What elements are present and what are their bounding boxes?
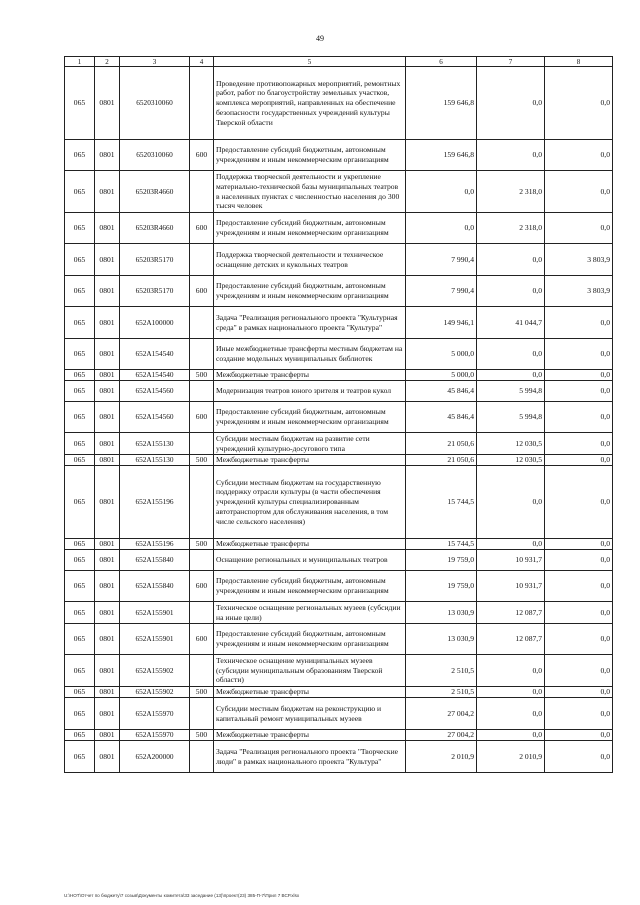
expense-type: 500 — [190, 455, 214, 466]
section-code: 0801 — [95, 67, 120, 140]
dept-code: 065 — [65, 171, 95, 213]
amount-2023: 0,0 — [545, 140, 613, 171]
item-description: Техническое оснащение региональных музеев (субсидии на иные цели) — [214, 602, 406, 624]
dept-code: 065 — [65, 571, 95, 602]
table-row — [65, 370, 613, 381]
table-row — [65, 140, 613, 171]
dept-code: 065 — [65, 140, 95, 171]
amount-2021: 45 846,4 — [406, 402, 477, 433]
dept-code: 065 — [65, 381, 95, 402]
amount-2023: 0,0 — [545, 370, 613, 381]
target-article: 652A155130 — [120, 455, 190, 466]
amount-2022: 0,0 — [477, 370, 545, 381]
amount-2021: 45 846,4 — [406, 381, 477, 402]
amount-2022: 12 030,5 — [477, 455, 545, 466]
item-description: Предоставление субсидий бюджетным, автономным учреждениям и иным некоммерческим организациям — [214, 402, 406, 433]
dept-code: 065 — [65, 370, 95, 381]
header-row — [65, 57, 613, 67]
table-row — [65, 602, 613, 624]
amount-2021: 2 010,9 — [406, 741, 477, 773]
table-row — [65, 550, 613, 571]
amount-2021: 0,0 — [406, 213, 477, 244]
target-article: 652A155901 — [120, 602, 190, 624]
expense-type — [190, 655, 214, 687]
expense-type: 500 — [190, 730, 214, 741]
item-description: Поддержка творческой деятельности и техническое оснащение детских и кукольных театров — [214, 244, 406, 276]
amount-2022: 2 010,9 — [477, 741, 545, 773]
target-article: 652A200000 — [120, 741, 190, 773]
item-description: Субсидии местным бюджетам на реконструкцию и капитальный ремонт муниципальных музеев — [214, 698, 406, 730]
budget-table — [64, 56, 613, 773]
item-description: Проведение противопожарных мероприятий, ремонтных работ, работ по благоустройству земельных участков, комплекса мероприятий, направленных на обеспечение безопасности государственных учреждений культуры Тверской области — [214, 67, 406, 140]
table-row — [65, 466, 613, 539]
amount-2022: 10 931,7 — [477, 550, 545, 571]
dept-code: 065 — [65, 602, 95, 624]
section-code: 0801 — [95, 602, 120, 624]
target-article: 652A154540 — [120, 339, 190, 370]
amount-2021: 15 744,5 — [406, 466, 477, 539]
amount-2021: 149 946,1 — [406, 307, 477, 339]
amount-2023: 0,0 — [545, 402, 613, 433]
section-code: 0801 — [95, 741, 120, 773]
dept-code: 065 — [65, 539, 95, 550]
table-row — [65, 307, 613, 339]
expense-type — [190, 381, 214, 402]
expense-type: 500 — [190, 539, 214, 550]
file-path-footer: U:\НОТ\Отчет по бюджету\7 созыв\Документы комитета\33 заседание (13)\проект(23) 385-П-7\Прил 7 ВСР.xlsx — [64, 893, 300, 898]
target-article: 652A155840 — [120, 550, 190, 571]
item-description: Задача "Реализация регионального проекта "Культурная среда" в рамках национального проекта "Культура" — [214, 307, 406, 339]
dept-code: 065 — [65, 730, 95, 741]
amount-2022: 0,0 — [477, 276, 545, 307]
item-description: Предоставление субсидий бюджетным, автономным учреждениям и иным некоммерческим организациям — [214, 140, 406, 171]
item-description: Модернизация театров юного зрителя и театров кукол — [214, 381, 406, 402]
page-number: 49 — [316, 34, 324, 43]
table-body — [65, 67, 613, 773]
amount-2022: 41 044,7 — [477, 307, 545, 339]
section-code: 0801 — [95, 244, 120, 276]
amount-2023: 0,0 — [545, 455, 613, 466]
amount-2022: 0,0 — [477, 67, 545, 140]
amount-2021: 13 030,9 — [406, 602, 477, 624]
target-article: 652A155902 — [120, 655, 190, 687]
amount-2021: 21 050,6 — [406, 455, 477, 466]
target-article: 652A155970 — [120, 698, 190, 730]
section-code: 0801 — [95, 730, 120, 741]
expense-type — [190, 466, 214, 539]
section-code: 0801 — [95, 171, 120, 213]
table-row — [65, 624, 613, 655]
item-description: Задача "Реализация регионального проекта "Творческие люди" в рамках национального проекта "Культура" — [214, 741, 406, 773]
target-article: 652A155902 — [120, 687, 190, 698]
amount-2021: 5 000,0 — [406, 370, 477, 381]
amount-2021: 15 744,5 — [406, 539, 477, 550]
amount-2022: 0,0 — [477, 730, 545, 741]
table-row — [65, 730, 613, 741]
section-code: 0801 — [95, 687, 120, 698]
amount-2022: 0,0 — [477, 140, 545, 171]
section-code: 0801 — [95, 433, 120, 455]
amount-2023: 0,0 — [545, 433, 613, 455]
section-code: 0801 — [95, 339, 120, 370]
amount-2021: 5 000,0 — [406, 339, 477, 370]
amount-2023: 0,0 — [545, 466, 613, 539]
table-row — [65, 741, 613, 773]
dept-code: 065 — [65, 466, 95, 539]
column-header: 1 — [65, 57, 95, 67]
table-row — [65, 687, 613, 698]
amount-2022: 12 087,7 — [477, 624, 545, 655]
item-description: Субсидии местным бюджетам на государственную поддержку отрасли культуры (в части обеспечения учреждений культуры специализированным автотранспортом для обслуживания населения, в том числе сельского населения) — [214, 466, 406, 539]
amount-2023: 0,0 — [545, 602, 613, 624]
amount-2021: 7 990,4 — [406, 244, 477, 276]
item-description: Оснащение региональных и муниципальных театров — [214, 550, 406, 571]
item-description: Межбюджетные трансферты — [214, 730, 406, 741]
expense-type: 600 — [190, 571, 214, 602]
expense-type — [190, 244, 214, 276]
expense-type — [190, 307, 214, 339]
target-article: 652A155196 — [120, 539, 190, 550]
amount-2021: 27 004,2 — [406, 730, 477, 741]
item-description: Субсидии местным бюджетам на развитие сети учреждений культурно-досугового типа — [214, 433, 406, 455]
amount-2022: 12 030,5 — [477, 433, 545, 455]
amount-2023: 0,0 — [545, 624, 613, 655]
section-code: 0801 — [95, 539, 120, 550]
table-row — [65, 698, 613, 730]
amount-2023: 0,0 — [545, 655, 613, 687]
amount-2021: 2 510,5 — [406, 687, 477, 698]
expense-type — [190, 698, 214, 730]
target-article: 652A154560 — [120, 381, 190, 402]
amount-2021: 13 030,9 — [406, 624, 477, 655]
section-code: 0801 — [95, 550, 120, 571]
section-code: 0801 — [95, 381, 120, 402]
amount-2023: 3 803,9 — [545, 244, 613, 276]
amount-2023: 0,0 — [545, 171, 613, 213]
target-article: 652A100000 — [120, 307, 190, 339]
column-header: 3 — [120, 57, 190, 67]
dept-code: 065 — [65, 624, 95, 655]
column-header: 4 — [190, 57, 214, 67]
amount-2022: 12 087,7 — [477, 602, 545, 624]
expense-type: 600 — [190, 402, 214, 433]
item-description: Межбюджетные трансферты — [214, 539, 406, 550]
amount-2023: 0,0 — [545, 741, 613, 773]
expense-type: 600 — [190, 213, 214, 244]
amount-2023: 0,0 — [545, 687, 613, 698]
dept-code: 065 — [65, 339, 95, 370]
amount-2023: 0,0 — [545, 539, 613, 550]
dept-code: 065 — [65, 455, 95, 466]
item-description: Межбюджетные трансферты — [214, 370, 406, 381]
section-code: 0801 — [95, 624, 120, 655]
expense-type: 600 — [190, 276, 214, 307]
dept-code: 065 — [65, 433, 95, 455]
dept-code: 065 — [65, 67, 95, 140]
item-description: Техническое оснащение муниципальных музеев (субсидии муниципальным образованиям Тверской области) — [214, 655, 406, 687]
amount-2022: 0,0 — [477, 244, 545, 276]
amount-2021: 2 510,5 — [406, 655, 477, 687]
target-article: 652A154540 — [120, 370, 190, 381]
target-article: 652A155196 — [120, 466, 190, 539]
table-row — [65, 381, 613, 402]
column-header: 5 — [214, 57, 406, 67]
item-description: Предоставление субсидий бюджетным, автономным учреждениям и иным некоммерческим организациям — [214, 213, 406, 244]
amount-2023: 3 803,9 — [545, 276, 613, 307]
column-header: 8 — [545, 57, 613, 67]
expense-type — [190, 741, 214, 773]
section-code: 0801 — [95, 466, 120, 539]
item-description: Поддержка творческой деятельности и укрепление материально-технической базы муниципальных театров в населенных пунктах с численностью населения до 300 тысяч человек — [214, 171, 406, 213]
target-article: 652A155901 — [120, 624, 190, 655]
column-header: 7 — [477, 57, 545, 67]
amount-2023: 0,0 — [545, 307, 613, 339]
table-row — [65, 67, 613, 140]
amount-2022: 0,0 — [477, 655, 545, 687]
table-row — [65, 171, 613, 213]
amount-2022: 2 318,0 — [477, 171, 545, 213]
item-description: Предоставление субсидий бюджетным, автономным учреждениям и иным некоммерческим организациям — [214, 571, 406, 602]
amount-2021: 159 646,8 — [406, 140, 477, 171]
dept-code: 065 — [65, 550, 95, 571]
amount-2021: 19 759,0 — [406, 550, 477, 571]
amount-2023: 0,0 — [545, 67, 613, 140]
target-article: 65203R5170 — [120, 276, 190, 307]
expense-type: 500 — [190, 370, 214, 381]
section-code: 0801 — [95, 402, 120, 433]
amount-2023: 0,0 — [545, 550, 613, 571]
section-code: 0801 — [95, 140, 120, 171]
expense-type: 600 — [190, 140, 214, 171]
amount-2022: 0,0 — [477, 339, 545, 370]
expense-type — [190, 67, 214, 140]
item-description: Иные межбюджетные трансферты местным бюджетам на создание модельных муниципальных библиотек — [214, 339, 406, 370]
table-row — [65, 571, 613, 602]
section-code: 0801 — [95, 698, 120, 730]
expense-type — [190, 550, 214, 571]
item-description: Межбюджетные трансферты — [214, 455, 406, 466]
amount-2021: 7 990,4 — [406, 276, 477, 307]
amount-2022: 5 994,8 — [477, 381, 545, 402]
target-article: 65203R4660 — [120, 171, 190, 213]
amount-2021: 19 759,0 — [406, 571, 477, 602]
item-description: Межбюджетные трансферты — [214, 687, 406, 698]
amount-2021: 21 050,6 — [406, 433, 477, 455]
target-article: 652A155970 — [120, 730, 190, 741]
column-header: 2 — [95, 57, 120, 67]
amount-2023: 0,0 — [545, 213, 613, 244]
table-row — [65, 276, 613, 307]
dept-code: 065 — [65, 687, 95, 698]
section-code: 0801 — [95, 276, 120, 307]
section-code: 0801 — [95, 655, 120, 687]
table-row — [65, 244, 613, 276]
target-article: 6520310060 — [120, 140, 190, 171]
amount-2021: 27 004,2 — [406, 698, 477, 730]
target-article: 6520310060 — [120, 67, 190, 140]
section-code: 0801 — [95, 213, 120, 244]
section-code: 0801 — [95, 370, 120, 381]
target-article: 652A155130 — [120, 433, 190, 455]
amount-2022: 0,0 — [477, 687, 545, 698]
expense-type — [190, 433, 214, 455]
amount-2022: 0,0 — [477, 539, 545, 550]
amount-2023: 0,0 — [545, 698, 613, 730]
amount-2022: 0,0 — [477, 698, 545, 730]
dept-code: 065 — [65, 741, 95, 773]
section-code: 0801 — [95, 307, 120, 339]
target-article: 65203R4660 — [120, 213, 190, 244]
amount-2023: 0,0 — [545, 381, 613, 402]
dept-code: 065 — [65, 307, 95, 339]
table-row — [65, 339, 613, 370]
dept-code: 065 — [65, 244, 95, 276]
expense-type: 600 — [190, 624, 214, 655]
table-row — [65, 455, 613, 466]
item-description: Предоставление субсидий бюджетным, автономным учреждениям и иным некоммерческим организациям — [214, 276, 406, 307]
amount-2022: 10 931,7 — [477, 571, 545, 602]
table-row — [65, 213, 613, 244]
target-article: 652A155840 — [120, 571, 190, 602]
dept-code: 065 — [65, 698, 95, 730]
table-row — [65, 655, 613, 687]
amount-2022: 0,0 — [477, 466, 545, 539]
item-description: Предоставление субсидий бюджетным, автономным учреждениям и иным некоммерческим организациям — [214, 624, 406, 655]
dept-code: 065 — [65, 655, 95, 687]
column-header: 6 — [406, 57, 477, 67]
expense-type — [190, 171, 214, 213]
table-row — [65, 433, 613, 455]
expense-type — [190, 602, 214, 624]
section-code: 0801 — [95, 455, 120, 466]
dept-code: 065 — [65, 276, 95, 307]
table-row — [65, 539, 613, 550]
target-article: 65203R5170 — [120, 244, 190, 276]
section-code: 0801 — [95, 571, 120, 602]
amount-2021: 0,0 — [406, 171, 477, 213]
table-row — [65, 402, 613, 433]
dept-code: 065 — [65, 213, 95, 244]
amount-2023: 0,0 — [545, 571, 613, 602]
target-article: 652A154560 — [120, 402, 190, 433]
expense-type: 500 — [190, 687, 214, 698]
dept-code: 065 — [65, 402, 95, 433]
amount-2022: 2 318,0 — [477, 213, 545, 244]
expense-type — [190, 339, 214, 370]
amount-2023: 0,0 — [545, 730, 613, 741]
amount-2022: 5 994,8 — [477, 402, 545, 433]
amount-2021: 159 646,8 — [406, 67, 477, 140]
amount-2023: 0,0 — [545, 339, 613, 370]
